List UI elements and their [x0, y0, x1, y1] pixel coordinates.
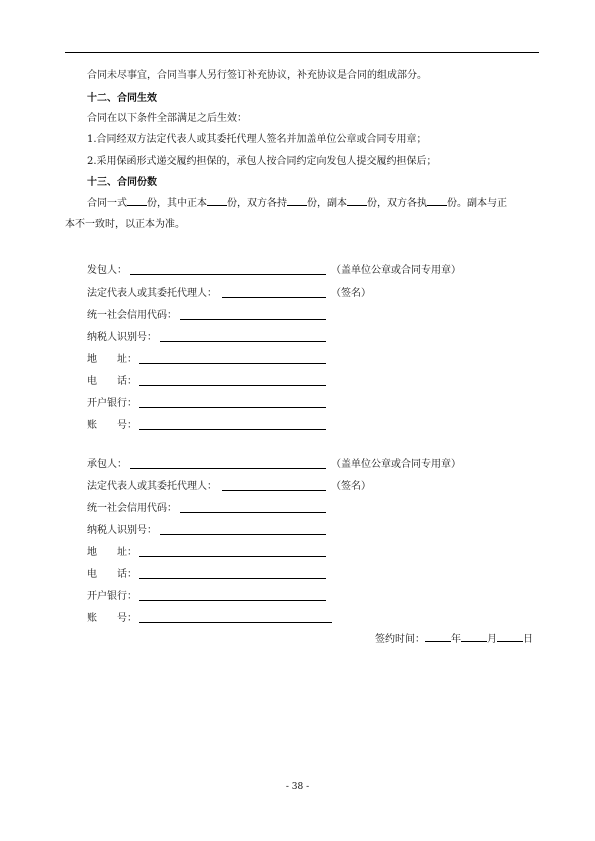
party-b-account-label: 账 号： [87, 613, 137, 624]
party-a-name-label: 发包人： [87, 265, 127, 276]
party-a-rep-label: 法定代表人或其委托代理人： [87, 288, 217, 299]
signing-date-row: 签约时间： 年 月 日 [375, 634, 533, 645]
originals-blank[interactable] [207, 196, 227, 206]
section-13-heading: 十三、合同份数 [87, 177, 157, 188]
signing-month-blank[interactable] [461, 632, 487, 642]
party-b-name-label: 承包人： [87, 459, 127, 470]
section-13-paragraph-cont: 本不一致时，以正本为准。 [65, 219, 185, 230]
party-a-tax-label: 纳税人识别号： [87, 332, 157, 343]
party-b-seal-note: （盖单位公章或合同专用章） [331, 459, 461, 470]
party-b-credit-label: 统一社会信用代码： [87, 503, 177, 514]
intro-paragraph: 合同未尽事宜，合同当事人另行签订补充协议，补充协议是合同的组成部分。 [87, 70, 427, 81]
party-b-bank-label: 开户银行： [87, 591, 137, 602]
party-a-tax-field[interactable] [160, 341, 326, 342]
originals-each-blank[interactable] [287, 196, 307, 206]
party-a-credit-label: 统一社会信用代码： [87, 310, 177, 321]
copies-total-blank[interactable] [127, 196, 147, 206]
party-b-rep-field[interactable] [222, 490, 326, 491]
party-a-account-field[interactable] [139, 429, 326, 430]
party-b-address-label: 地 址： [87, 547, 137, 558]
party-b-rep-label: 法定代表人或其委托代理人： [87, 481, 217, 492]
section-12-item-2: 2.采用保函形式递交履约担保的，承包人按合同约定向发包人提交履约担保后； [87, 156, 437, 167]
page-number: - 38 - [285, 782, 310, 792]
header-rule [65, 52, 539, 53]
signing-day-blank[interactable] [497, 632, 523, 642]
party-a-address-field[interactable] [139, 363, 326, 364]
party-a-seal-note: （盖单位公章或合同专用章） [331, 265, 461, 276]
party-a-phone-label: 电 话： [87, 376, 137, 387]
party-a-phone-field[interactable] [139, 385, 326, 386]
party-b-tax-label: 纳税人识别号： [87, 525, 157, 536]
party-b-tax-field[interactable] [160, 534, 326, 535]
party-b-sign-note: （签名） [331, 481, 371, 492]
party-a-bank-field[interactable] [139, 407, 326, 408]
party-a-address-label: 地 址： [87, 354, 137, 365]
party-b-account-field[interactable] [139, 622, 332, 623]
party-b-phone-label: 电 话： [87, 569, 137, 580]
party-b-name-field[interactable] [130, 468, 326, 469]
party-b-credit-field[interactable] [180, 512, 326, 513]
party-a-sign-note: （签名） [331, 288, 371, 299]
copies-each-blank[interactable] [427, 196, 447, 206]
signing-year-blank[interactable] [425, 632, 451, 642]
party-a-rep-field[interactable] [222, 297, 326, 298]
copies-blank[interactable] [347, 196, 367, 206]
section-13-paragraph: 合同一式 份，其中正本 份，双方各持 份，副本 份，双方各执 份。副本与正 [87, 198, 507, 209]
party-a-name-field[interactable] [130, 274, 326, 275]
section-12-item-1: 1.合同经双方法定代表人或其委托代理人签名并加盖单位公章或合同专用章； [87, 134, 427, 145]
party-b-bank-field[interactable] [139, 600, 326, 601]
section-12-lead: 合同在以下条件全部满足之后生效： [87, 113, 247, 124]
party-b-phone-field[interactable] [139, 578, 326, 579]
party-a-credit-field[interactable] [180, 319, 326, 320]
party-a-account-label: 账 号： [87, 420, 137, 431]
party-b-address-field[interactable] [139, 556, 326, 557]
section-12-heading: 十二、合同生效 [87, 93, 157, 104]
party-a-bank-label: 开户银行： [87, 398, 137, 409]
